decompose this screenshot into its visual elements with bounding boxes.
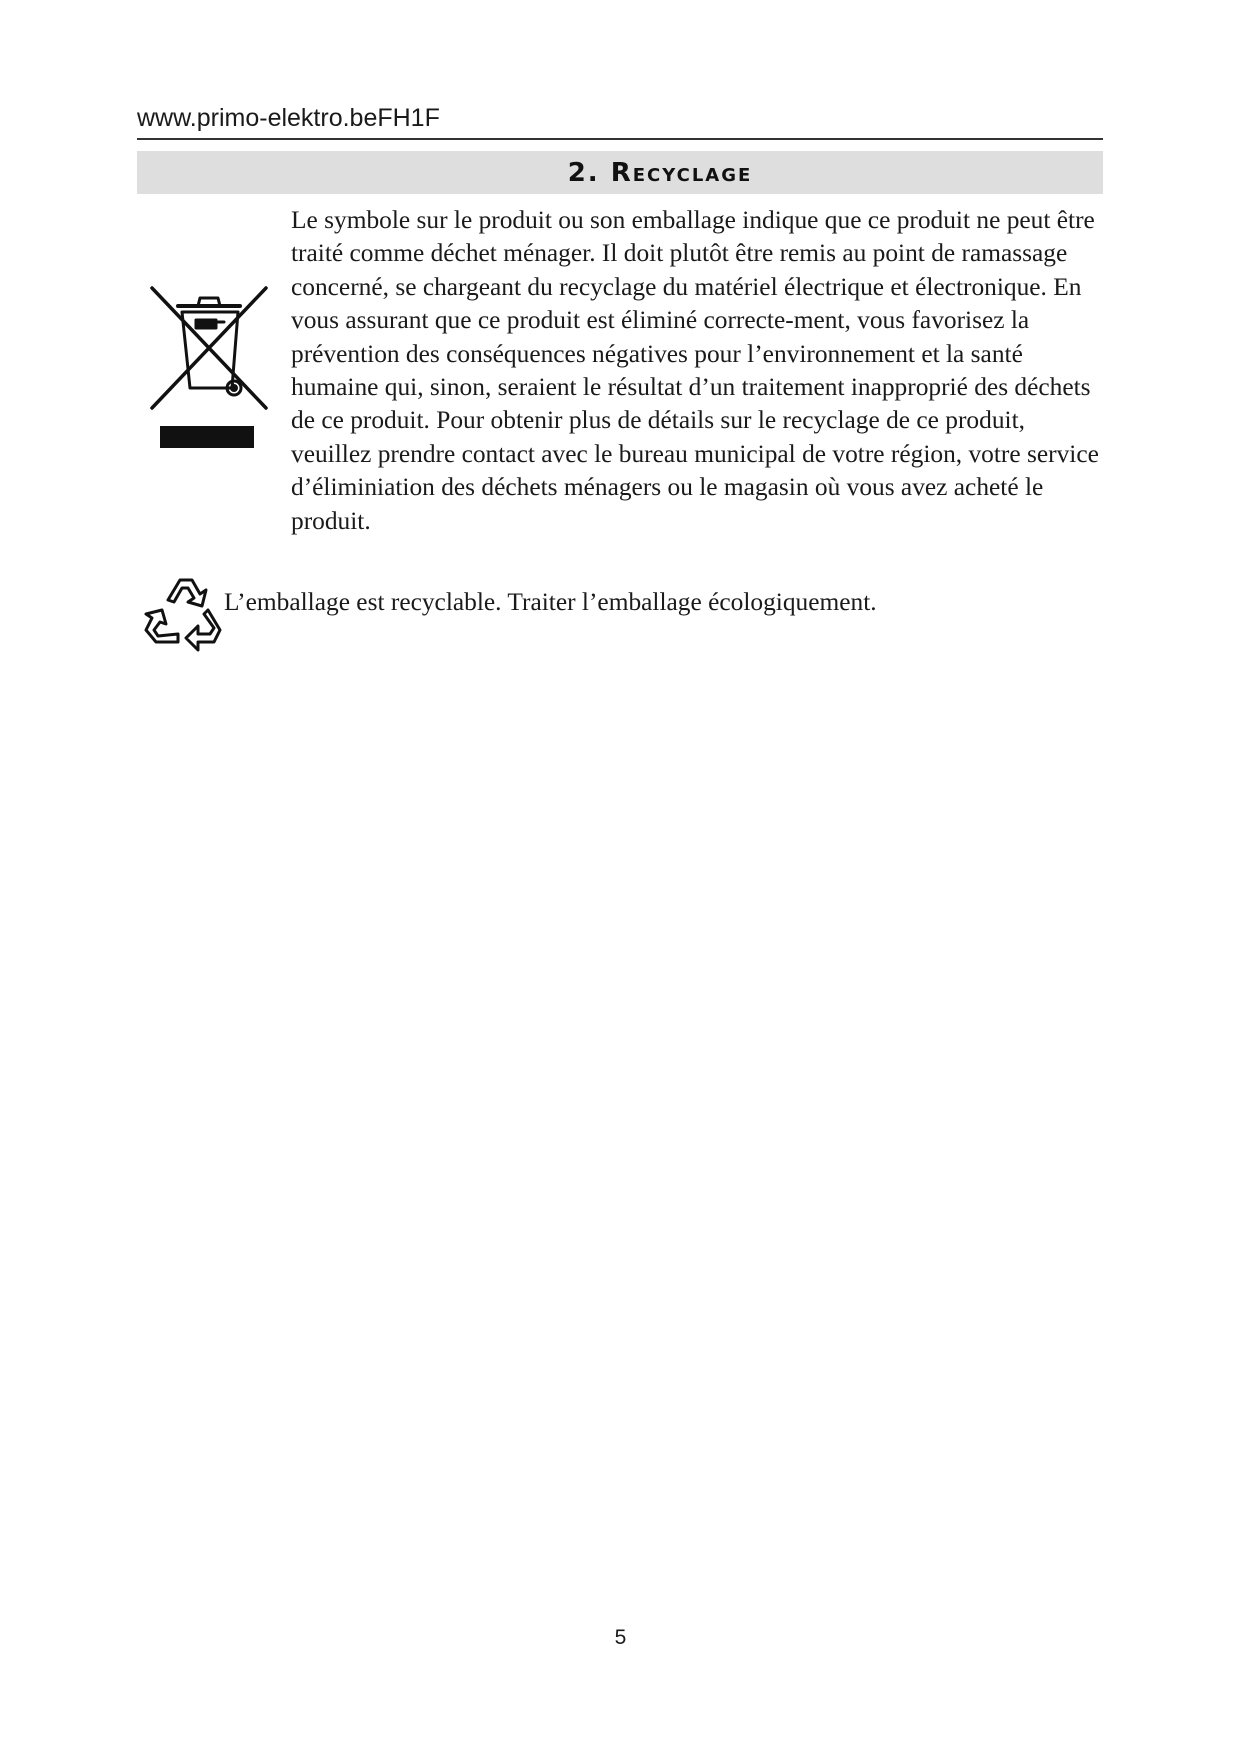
- header-url: www.primo-elektro.beFH1F: [137, 104, 440, 132]
- recycle-icon: [138, 570, 226, 658]
- header-divider: [137, 138, 1103, 140]
- section-title: 2. Recyclage: [567, 157, 753, 188]
- crossed-out-bin-icon: [148, 284, 273, 454]
- section-header-bar: [137, 151, 1103, 194]
- recycling-paragraph: Le symbole sur le produit ou son emballage indique que ce produit ne peut être traité comme déchet ménager. Il doit plutôt être remis au point de ramassage concerné, se chargeant du recyclage du matériel électrique et électronique. En vous assurant que ce produit est éliminé correcte-ment, vous favorisez la prévention des conséquences négatives pour l’environnement et la santé humaine qui, sinon, seraient le résultat d’un traitement inapproprié des déchets de ce produit. Pour obtenir plus de détails sur le recyclage de ce produit, veuillez prendre contact avec le bureau municipal de votre région, votre service d’éliminiation des déchets ménagers ou le magasin où vous avez acheté le produit.: [291, 206, 1099, 535]
- page-number: 5: [614, 1626, 627, 1649]
- packaging-recyclable-text: L’emballage est recyclable. Traiter l’emballage écologiquement.: [224, 588, 877, 616]
